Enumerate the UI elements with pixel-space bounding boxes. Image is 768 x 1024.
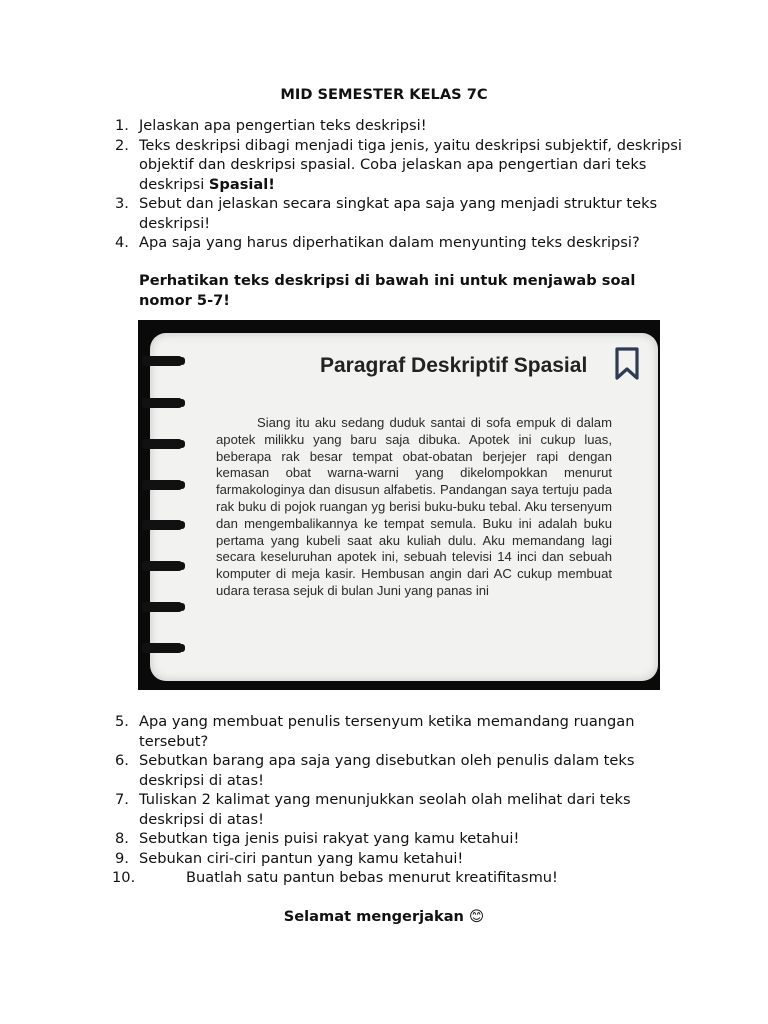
question-text: Apa saja yang harus diperhatikan dalam menyunting teks deskripsi? [139,234,640,251]
figure-title: Paragraf Deskriptif Spasial [320,354,588,377]
question-number: 4. [115,234,129,251]
binder-ring [142,561,182,571]
closing-message: Selamat mengerjakan 😊 [283,908,485,925]
question-item [112,233,682,253]
question-emphasis: Spasial! [208,175,275,193]
question-item [112,194,682,233]
question-list-part2 [112,712,682,888]
question-number: 10. [112,869,136,886]
question-item [112,790,682,829]
question-number: 1. [115,117,129,134]
bookmark-icon [614,347,640,381]
question-number: 3. [115,195,129,212]
binder-ring [142,480,182,490]
binder-ring [142,602,182,612]
binder-ring [142,643,182,653]
question-text: Teks deskripsi dibagi menjadi tiga jenis, yaitu deskripsi subjektif, deskripsi objektif dan deskripsi spasial. Coba jelaskan apa pengertian dari teks deskripsi [139,136,682,193]
page-title: MID SEMESTER KELAS 7C [280,86,488,103]
question-item [112,751,682,790]
binder-ring [142,439,182,449]
question-text: Sebutkan barang apa saja yang disebutkan oleh penulis dalam teks deskripsi di atas! [139,752,635,789]
binder-ring [142,520,182,530]
question-text: Buatlah satu pantun bebas menurut kreatifitasmu! [186,869,558,886]
question-text: Sebutkan tiga jenis puisi rakyat yang kamu ketahui! [139,830,520,847]
question-item [112,829,682,849]
question-text: Jelaskan apa pengertian teks deskripsi! [139,117,427,134]
question-text: Sebukan ciri-ciri pantun yang kamu ketahui! [139,849,464,867]
question-text: Tuliskan 2 kalimat yang menunjukkan seolah olah melihat dari teks deskripsi di atas! [139,791,631,828]
binder-ring [142,398,182,408]
question-item [112,712,682,751]
question-text: Sebut dan jelaskan secara singkat apa saja yang menjadi struktur teks deskripsi! [139,195,658,232]
question-number: 8. [115,830,129,847]
question-list-part1 [112,116,682,253]
question-item [112,849,682,869]
descriptive-paragraph: Siang itu aku sedang duduk santai di sofa empuk di dalam apotek milikku yang baru saja dibuka. Apotek ini cukup luas, beberapa rak besar tempat obat-obatan berjejer rapi dengan kemasan obat warna-warni yang dikelompokkan menurut farmakologinya dan disusun alfabetis. Pandangan saya tertuju pada rak buku di pojok ruangan yg berisi buku-buku tebal. Aku tersenyum dan mengembalikannya ke tempat semula. Buku ini adalah buku pertama yang kubeli saat aku kuliah dulu. Aku memandang lagi secara keseluruhan apotek ini, sebuah televisi 14 inci dan sebuah komputer di meja kasir. Hembusan angin dari AC cukup membuat udara terasa sejuk di bulan Juni yang panas ini [216,415,612,598]
question-number: 2. [115,136,129,154]
notebook-figure [138,320,660,690]
question-number: 7. [115,791,129,808]
question-number: 6. [115,752,129,769]
question-text: Apa yang membuat penulis tersenyum ketika memandang ruangan tersebut? [139,713,635,750]
question-number: 5. [115,713,129,730]
instruction-text: Perhatikan teks deskripsi di bawah ini untuk menjawab soal nomor 5-7! [139,272,636,309]
binder-ring [142,356,182,366]
question-item [112,116,682,136]
question-number: 9. [115,849,129,867]
question-item [112,136,682,195]
notebook-paper [150,333,658,681]
question-item [112,868,682,888]
